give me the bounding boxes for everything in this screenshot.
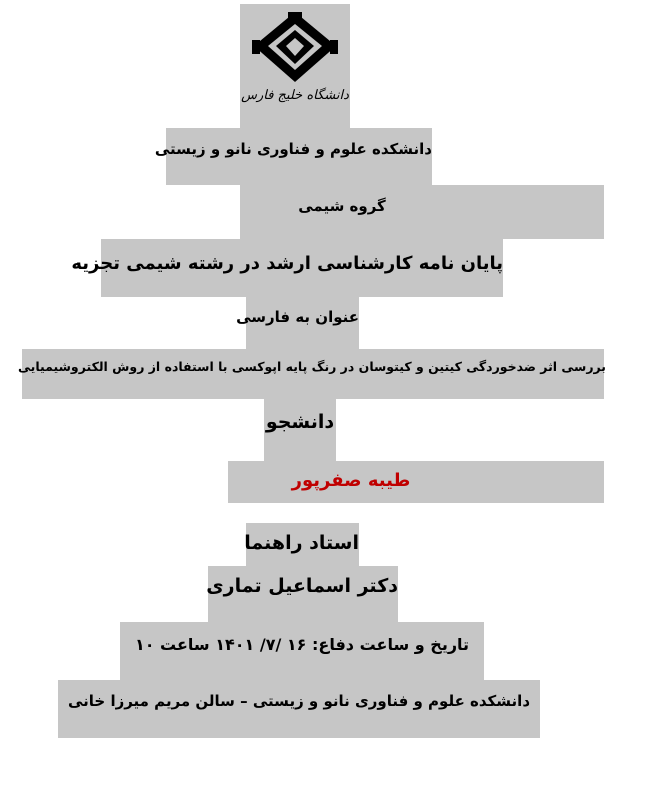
advisor-label: استاد راهنما: [244, 532, 359, 554]
title-label-block: [236, 297, 359, 349]
student-label: دانشجو: [265, 411, 335, 433]
university-logo: [240, 4, 350, 128]
faculty-block: [154, 128, 432, 185]
thesis-type-block: [71, 239, 503, 297]
department-name: گروه شیمی: [298, 197, 386, 215]
student-label-block: [264, 399, 336, 461]
student-name-block: [228, 461, 604, 503]
thesis-title: بررسی اثر ضدخوردگی کیتین و کیتوسان در رنگ پایه اپوکسی با استفاده از روش الکتروشیمیایی: [18, 359, 606, 374]
advisor-name: دکتر اسماعیل تماری: [206, 575, 398, 597]
student-name: طیبه صفرپور: [291, 470, 411, 491]
thesis-type: پایان نامه کارشناسی ارشد در رشته شیمی تجزیه: [71, 253, 503, 274]
advisor-name-block: [208, 566, 398, 622]
title-label: عنوان به فارسی: [236, 308, 359, 326]
advisor-label-block: [246, 523, 359, 566]
faculty-name: دانشکده علوم و فناوری نانو و زیستی: [154, 140, 432, 158]
logo-caption: دانشگاه خلیج فارس: [241, 88, 349, 103]
defense-location: دانشکده علوم و فناوری نانو و زیستی – سالن مریم میرزا خانی: [67, 692, 531, 710]
defense-datetime: تاریخ و ساعت دفاع: ۱۶ /۷/ ۱۴۰۱ ساعت ۱۰: [134, 635, 470, 654]
location-block: [58, 680, 540, 738]
department-block: [240, 185, 604, 239]
university-emblem-icon: [252, 10, 338, 90]
thesis-title-block: [18, 349, 606, 399]
defense-datetime-block: [120, 622, 484, 680]
